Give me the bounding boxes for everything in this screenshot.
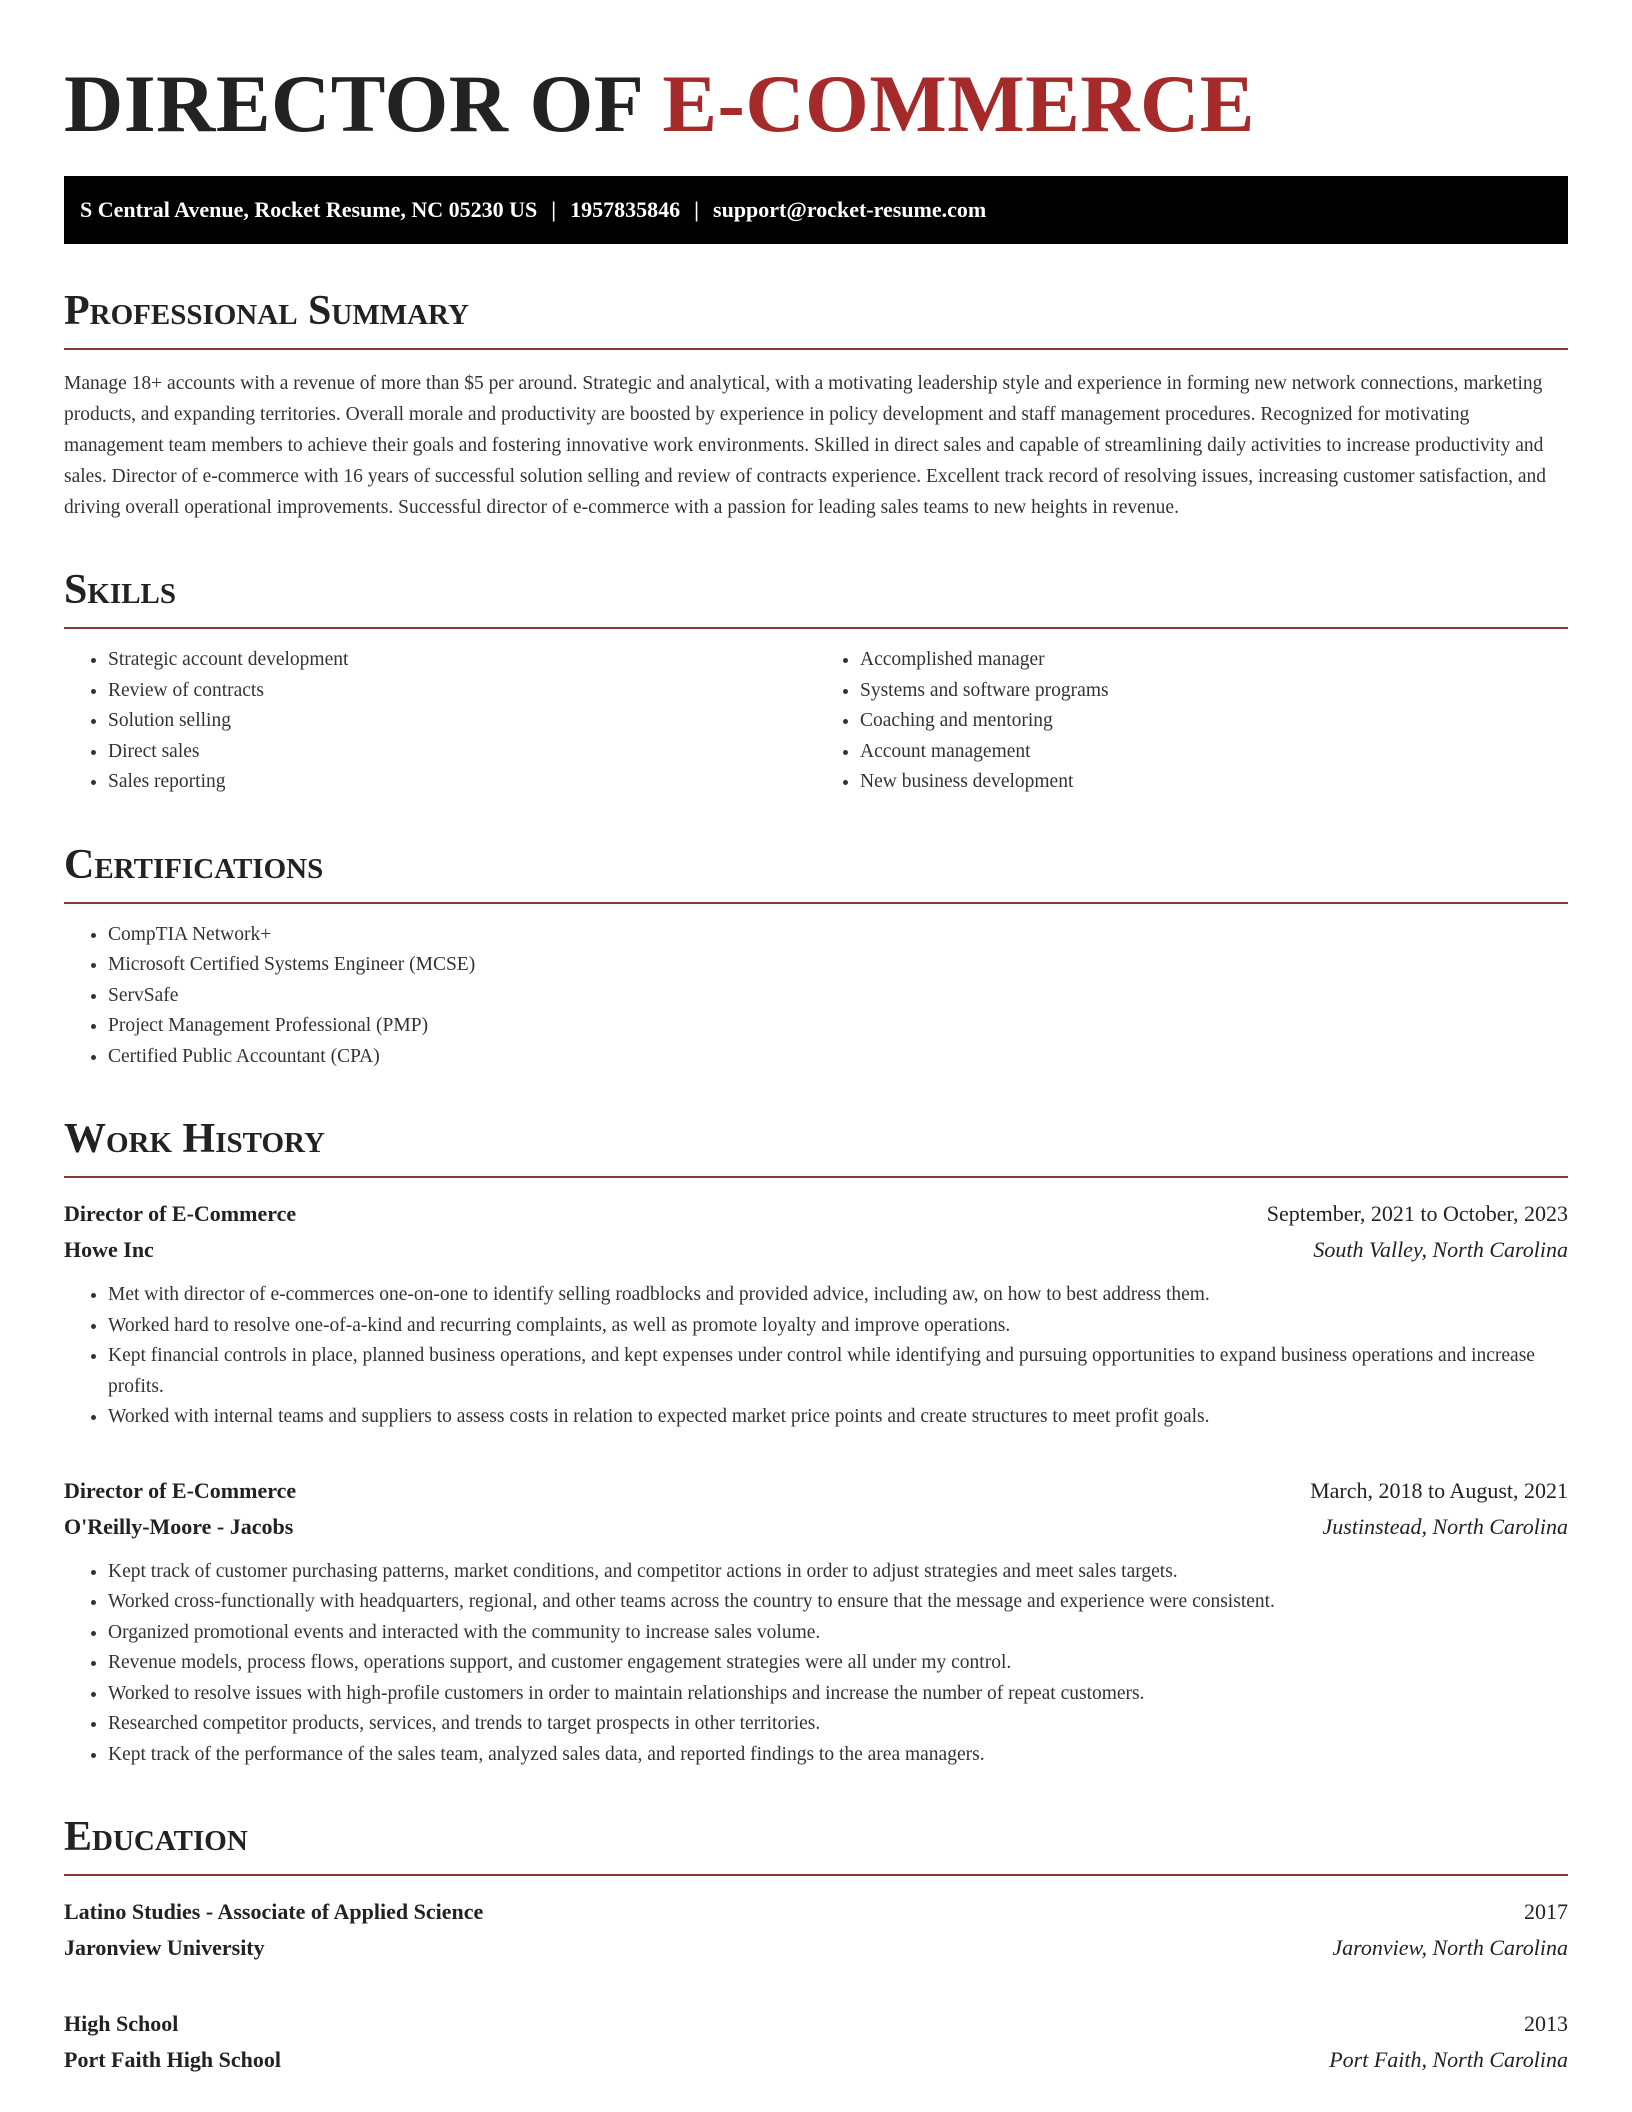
resume-page [64,0,1568,2078]
skill-item: • Systems and software programs [860,676,1568,707]
job-duty: • Organized promotional events and interacted with the community to increase sales volume. [108,1618,1568,1649]
summary-section [64,288,1568,523]
job-dates: September, 2021 to October, 2023 [1266,1201,1568,1226]
job-dates: March, 2018 to August, 2021 [1310,1477,1568,1503]
contact-address: S Central Avenue, Rocket Resume, NC 05230 US [80,197,538,222]
education-year: 2017 [1524,1899,1568,1924]
job-title-row [64,1473,1568,1509]
work-history-heading: Work History [64,1116,1568,1178]
education-year: 2013 [1524,2011,1568,2036]
name-part-2: E-COMMERCE [662,58,1255,149]
skill-item: • Sales reporting [108,767,816,798]
job-duty: • Worked to resolve issues with high-profile customers in order to maintain relationships and increase the number of repeat customers. [108,1679,1568,1710]
certifications-section [64,842,1568,1073]
job-duty: • Worked hard to resolve one-of-a-kind and recurring complaints, as well as promote loyalty and improve operations. [108,1311,1568,1342]
job-duties-list [64,1557,1568,1771]
job-location: Justinstead, North Carolina [1322,1513,1568,1539]
job-duty: • Met with director of e-commerces one-on-one to identify selling roadblocks and provided advice, including aw, on how to best address them. [108,1280,1568,1311]
education-entry [64,2006,1568,2078]
education-section [64,1814,1568,2078]
certification-item: • CompTIA Network+ [108,920,1568,951]
job-company: O'Reilly-Moore - Jacobs [64,1513,294,1539]
skills-right-list [816,645,1568,798]
skill-item: • New business development [860,767,1568,798]
name-part-1: DIRECTOR OF [64,58,663,149]
education-degree-row [64,1894,1568,1930]
education-degree: Latino Studies - Associate of Applied Science [64,1899,484,1924]
summary-heading: Professional Summary [64,288,1568,350]
skill-item: • Solution selling [108,706,816,737]
job-duty: • Worked with internal teams and suppliers to assess costs in relation to expected market price points and create structures to meet profit goals. [108,1402,1568,1433]
job-entry [64,1196,1568,1433]
skill-item: • Direct sales [108,737,816,768]
skill-item: • Strategic account development [108,645,816,676]
skill-item: • Review of contracts [108,676,816,707]
job-company-row [64,1509,1568,1545]
education-school-row [64,2042,1568,2078]
work-history-section [64,1116,1568,1770]
certification-item: • Project Management Professional (PMP) [108,1011,1568,1042]
job-duties-list [64,1280,1568,1433]
contact-bar [64,176,1568,244]
education-heading: Education [64,1814,1568,1876]
certification-item: • Certified Public Accountant (CPA) [108,1042,1568,1073]
summary-text: Manage 18+ accounts with a revenue of more than $5 per around. Strategic and analytical, with a motivating leadership style and experience in forming new network connections, marketing products, and expanding territories. Overall morale and productivity are boosted by experience in policy development and staff management procedures. Recognized for motivating management team members to achieve their goals and fostering innovative work environments. Skilled in direct sales and capable of streamlining daily activities to increase productivity and sales. Director of e-commerce with 16 years of successful solution selling and review of contracts experience. Excellent track record of resolving issues, increasing customer satisfaction, and driving overall operational improvements. Successful director of e-commerce with a passion for leading sales teams to new heights in revenue. [64,373,1547,518]
education-location: Jaronview, North Carolina [1332,1935,1568,1960]
job-entry [64,1473,1568,1771]
skills-heading: Skills [64,567,1568,629]
skills-left-list [64,645,816,798]
certification-item: • Microsoft Certified Systems Engineer (MCSE) [108,950,1568,981]
education-school-row [64,1930,1568,1966]
job-location: South Valley, North Carolina [1313,1237,1568,1262]
job-duty: • Kept financial controls in place, planned business operations, and kept expenses under control while identifying and pursuing opportunities to expand business operations and increase profits. [108,1341,1568,1402]
job-company-row [64,1232,1568,1268]
job-title: Director of E-Commerce [64,1201,297,1226]
resume-name [64,0,1568,150]
skills-section [64,567,1568,798]
job-company: Howe Inc [64,1237,154,1262]
job-duty: • Revenue models, process flows, operations support, and customer engagement strategies were all under my control. [108,1648,1568,1679]
education-school: Jaronview University [64,1935,265,1960]
skill-item: • Account management [860,737,1568,768]
job-title: Director of E-Commerce [64,1477,297,1503]
contact-phone: 1957835846 [570,197,681,222]
certification-item: • ServSafe [108,981,1568,1012]
certifications-heading: Certifications [64,842,1568,904]
job-duty: • Kept track of the performance of the sales team, analyzed sales data, and reported findings to the area managers. [108,1740,1568,1771]
job-title-row [64,1196,1568,1232]
job-duty: • Researched competitor products, services, and trends to target prospects in other territories. [108,1709,1568,1740]
education-school: Port Faith High School [64,2047,281,2072]
contact-separator: | [551,197,557,222]
certifications-list [64,920,1568,1073]
contact-separator: | [694,197,700,222]
job-duty: • Kept track of customer purchasing patterns, market conditions, and competitor actions in order to adjust strategies and meet sales targets. [108,1557,1568,1588]
contact-email: support@rocket-resume.com [713,197,987,222]
skills-columns [64,629,1568,798]
skill-item: • Coaching and mentoring [860,706,1568,737]
education-location: Port Faith, North Carolina [1329,2047,1568,2072]
education-entry [64,1894,1568,1966]
education-degree: High School [64,2011,179,2036]
education-degree-row [64,2006,1568,2042]
skill-item: • Accomplished manager [860,645,1568,676]
job-duty: • Worked cross-functionally with headquarters, regional, and other teams across the country to ensure that the message and experience were consistent. [108,1587,1568,1618]
